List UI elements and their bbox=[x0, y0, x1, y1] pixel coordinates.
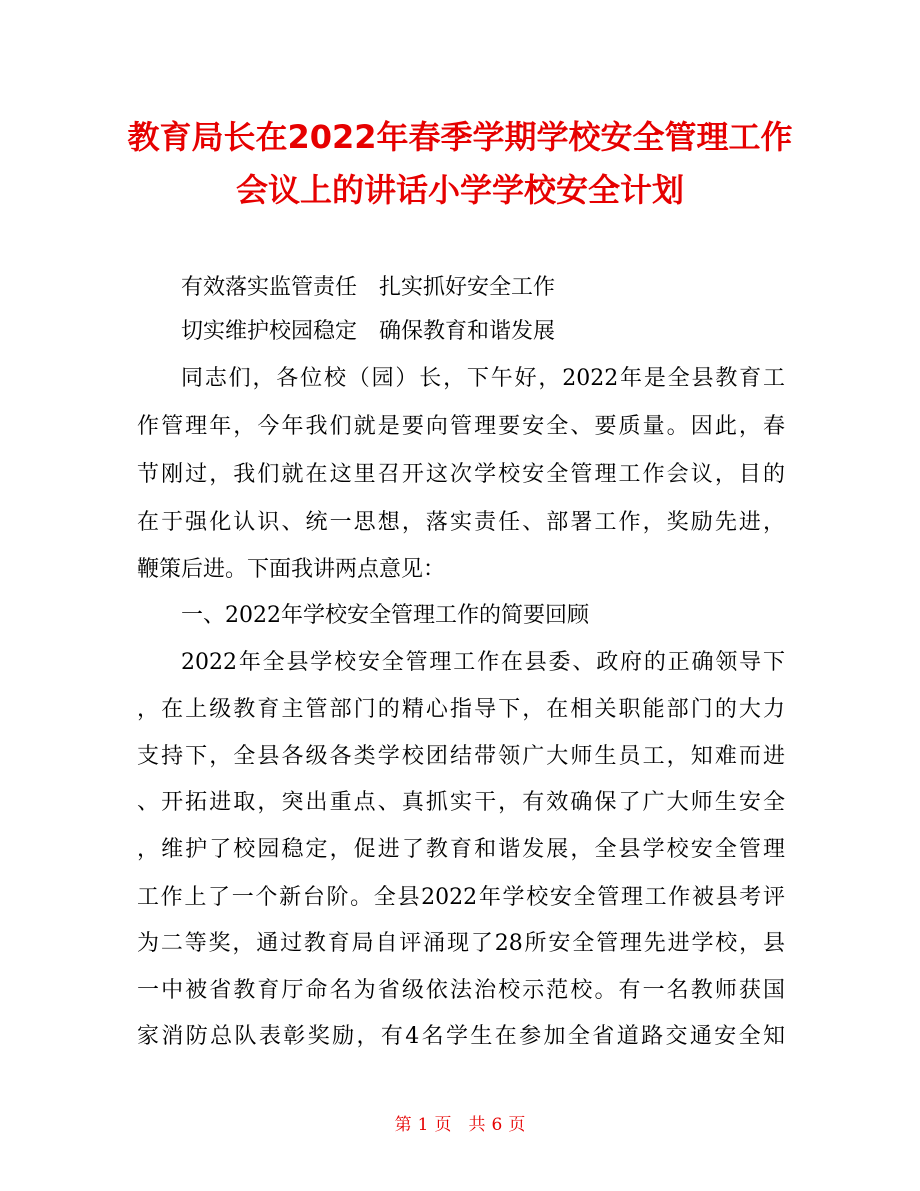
document-title-line-1: 教育局长在2022年春季学期学校安全管理工作 bbox=[127, 118, 793, 156]
document-title-line-2: 会议上的讲话小学学校安全计划 bbox=[235, 171, 684, 209]
paragraph-line: ，在上级教育主管部门的精心指导下，在相关职能部门的大力 bbox=[137, 697, 785, 722]
paragraph-line: ，维护了校园稳定，促进了教育和谐发展，全县学校安全管理 bbox=[137, 837, 785, 862]
subtitle-line-1: 有效落实监管责任 扎实抓好安全工作 bbox=[181, 275, 556, 300]
footer-prefix: 第 bbox=[394, 1115, 412, 1135]
section-heading: 一、2022年学校安全管理工作的简要回顾 bbox=[181, 603, 589, 628]
paragraph-line: 作管理年，今年我们就是要向管理要安全、要质量。因此，春 bbox=[137, 414, 785, 439]
paragraph-line: 在于强化认识、统一思想，落实责任、部署工作，奖励先进， bbox=[137, 510, 785, 535]
paragraph-line: 家消防总队表彰奖励，有4名学生在参加全省道路交通安全知 bbox=[137, 1024, 785, 1049]
paragraph-line: 一中被省教育厅命名为省级依法治校示范校。有一名教师获国 bbox=[137, 978, 785, 1003]
subtitle-line-2: 切实维护校园稳定 确保教育和谐发展 bbox=[181, 319, 556, 344]
footer-total-pages: 6 bbox=[491, 1115, 503, 1135]
paragraph-line: 节刚过，我们就在这里召开这次学校安全管理工作会议，目的 bbox=[137, 462, 785, 487]
paragraph-line: 2022年全县学校安全管理工作在县委、政府的正确领导下 bbox=[181, 650, 785, 675]
paragraph-line: 支持下，全县各级各类学校团结带领广大师生员工，知难而进 bbox=[137, 744, 785, 769]
paragraph-line: 鞭策后进。下面我讲两点意见： bbox=[137, 557, 446, 582]
footer-page-number: 1 bbox=[417, 1115, 429, 1135]
paragraph-line: 工作上了一个新台阶。全县2022年学校安全管理工作被县考评 bbox=[137, 885, 785, 910]
paragraph-line: 为二等奖，通过教育局自评涌现了28所安全管理先进学校，县 bbox=[137, 931, 785, 956]
footer-mid: 页 共 bbox=[434, 1115, 486, 1135]
footer-suffix: 页 bbox=[508, 1115, 526, 1135]
paragraph-line: 、开拓进取，突出重点、真抓实干，有效确保了广大师生安全 bbox=[137, 790, 785, 815]
paragraph-line: 同志们，各位校（园）长，下午好，2022年是全县教育工 bbox=[181, 366, 785, 391]
page-footer bbox=[0, 1114, 920, 1136]
